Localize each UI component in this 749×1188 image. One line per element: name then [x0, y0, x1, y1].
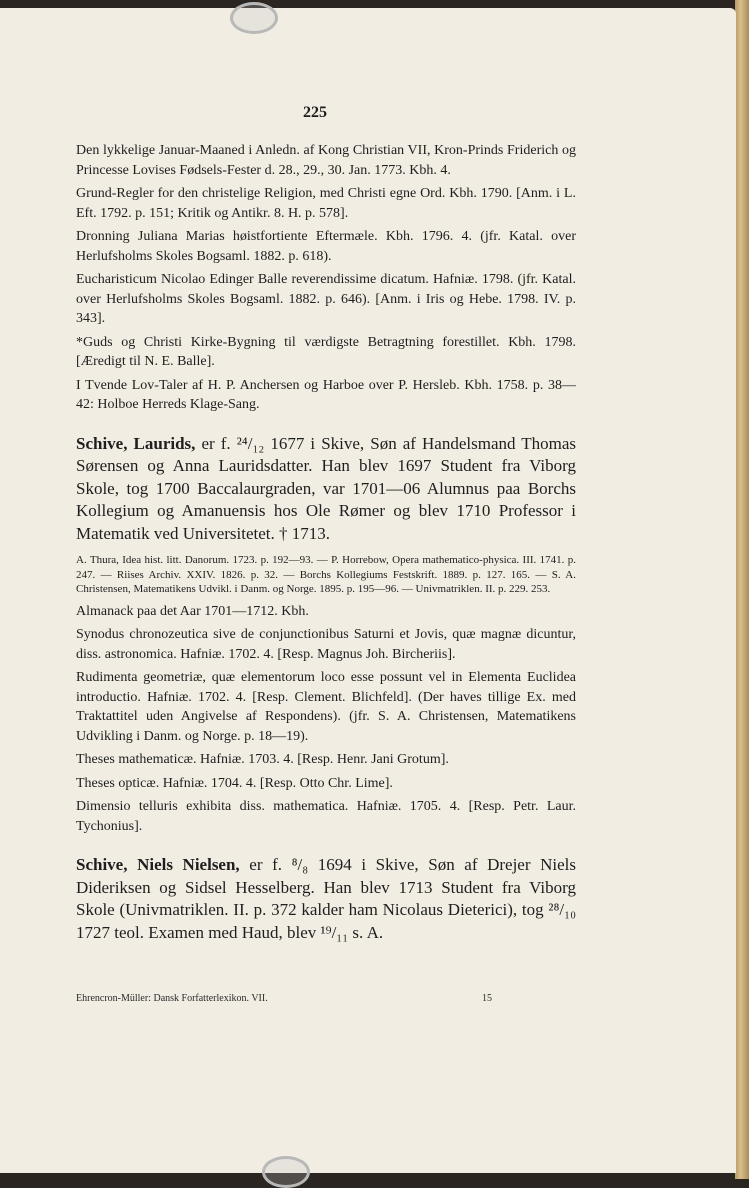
- page-text: [76, 141, 576, 952]
- entry: Almanack paa det Aar 1701—1712. Kbh.: [76, 603, 309, 619]
- page-number: 225: [303, 104, 327, 121]
- entry: Den lykkelige Januar-Maaned i Anledn. af Kong Christian VII, Kron-Prinds Friderich og Princesse Lovises Fødsels-Fester d. 28., 29., 30. Jan. 1773. Kbh. 4.: [76, 143, 576, 178]
- entry: Dronning Juliana Marias høistfortiente Eftermæle. Kbh. 1796. 4. (jfr. Katal. over Herlufsholms Skoles Bogsaml. 1882. p. 618).: [76, 229, 576, 264]
- author-name: Schive, Niels Nielsen,: [76, 855, 240, 874]
- clip-top: [230, 2, 278, 34]
- author-name: Schive, Laurids,: [76, 433, 196, 453]
- entry: Dimensio telluris exhibita diss. mathematica. Hafniæ. 1705. 4. [Resp. Petr. Laur. Tychonius].: [76, 799, 576, 834]
- book-page: [0, 8, 736, 1173]
- footer-signature: 15: [482, 993, 492, 1004]
- entry: Grund-Regler for den christelige Religion, med Christi egne Ord. Kbh. 1790. [Anm. i L. Eft. 1792. p. 151; Kritik og Antikr. 8. H. p. 578].: [76, 186, 576, 221]
- entry: Synodus chronozeutica sive de conjunctionibus Saturni et Jovis, quæ magnæ dicuntur, diss. astronomica. Hafniæ. 1702. 4. [Resp. Magnus Joh. Bircheriis].: [76, 627, 576, 662]
- references: A. Thura, Idea hist. litt. Danorum. 1723. p. 192—93. — P. Horrebow, Opera mathematico-physica. III. 1741. p. 247. — Riises Archiv. XXIV. 1826. p. 32. — Borchs Kollegiums Festskrift. 1889. p. 127. 165. — S. A. Christensen, Matematikens Udvikl. i Danm. og Norge. 1895. p. 195—96. — Univmatriklen. II. p. 229. 253.: [76, 554, 576, 595]
- entry: I Tvende Lov-Taler af H. P. Anchersen og Harboe over P. Hersleb. Kbh. 1758. p. 38—42: Holboe Herreds Klage-Sang.: [76, 377, 576, 412]
- biography-schive-niels: [76, 854, 576, 944]
- entry: Rudimenta geometriæ, quæ elementorum loco esse possunt vel in Elementa Euclidea introductio. Hafniæ. 1702. 4. [Resp. Clement. Blichfeld]. (Der haves tillige Ex. med Traktattitel uden Angivelse af Respondens). (jfr. S. A. Christensen, Matematikens Udvikling i Danm. og Norge. p. 18—19).: [76, 670, 576, 744]
- entry: Theses opticæ. Hafniæ. 1704. 4. [Resp. Otto Chr. Lime].: [76, 775, 393, 791]
- biography-text: er f. ²⁴/₁₂ 1677 i Skive, Søn af Handelsmand Thomas Sørensen og Anna Lauridsdatter. Han blev 1697 Student fra Viborg Skole, tog 1700 Baccalaurgraden, var 1701—06 Alumnus paa Borchs Kollegium og Amanuensis hos Ole Rømer og blev 1710 Professor i Matematik ved Universitetet. † 1713.: [76, 433, 577, 543]
- clip-bottom: [262, 1156, 310, 1188]
- entry: *Guds og Christi Kirke-Bygning til værdigste Betragtning forestillet. Kbh. 1798. [Æredigt til N. E. Balle].: [76, 334, 576, 369]
- biography-schive-laurids: [76, 433, 576, 546]
- book-page-edge: [735, 0, 749, 1179]
- page-footer: [76, 993, 576, 1004]
- biography-text: er f. ⁸/₈ 1694 i Skive, Søn af Drejer Niels Dideriksen og Sidsel Hesselberg. Han blev 1713 Student fra Viborg Skole (Univmatriklen. II. p. 372 kalder ham Nicolaus Dieterici), tog ²⁸/₁₀ 1727 teol. Examen med Haud, blev ¹⁹/₁₁ s. A.: [76, 855, 576, 942]
- entry: Eucharisticum Nicolao Edinger Balle reverendissime dicatum. Hafniæ. 1798. (jfr. Katal. over Herlufsholms Skoles Bogsaml. 1882. p. 646). [Anm. i Iris og Hebe. 1798. IV. p. 343].: [76, 272, 576, 326]
- entry: Theses mathematicæ. Hafniæ. 1703. 4. [Resp. Henr. Jani Grotum].: [76, 752, 449, 767]
- footer-source: Ehrencron-Müller: Dansk Forfatterlexikon. VII.: [76, 993, 268, 1004]
